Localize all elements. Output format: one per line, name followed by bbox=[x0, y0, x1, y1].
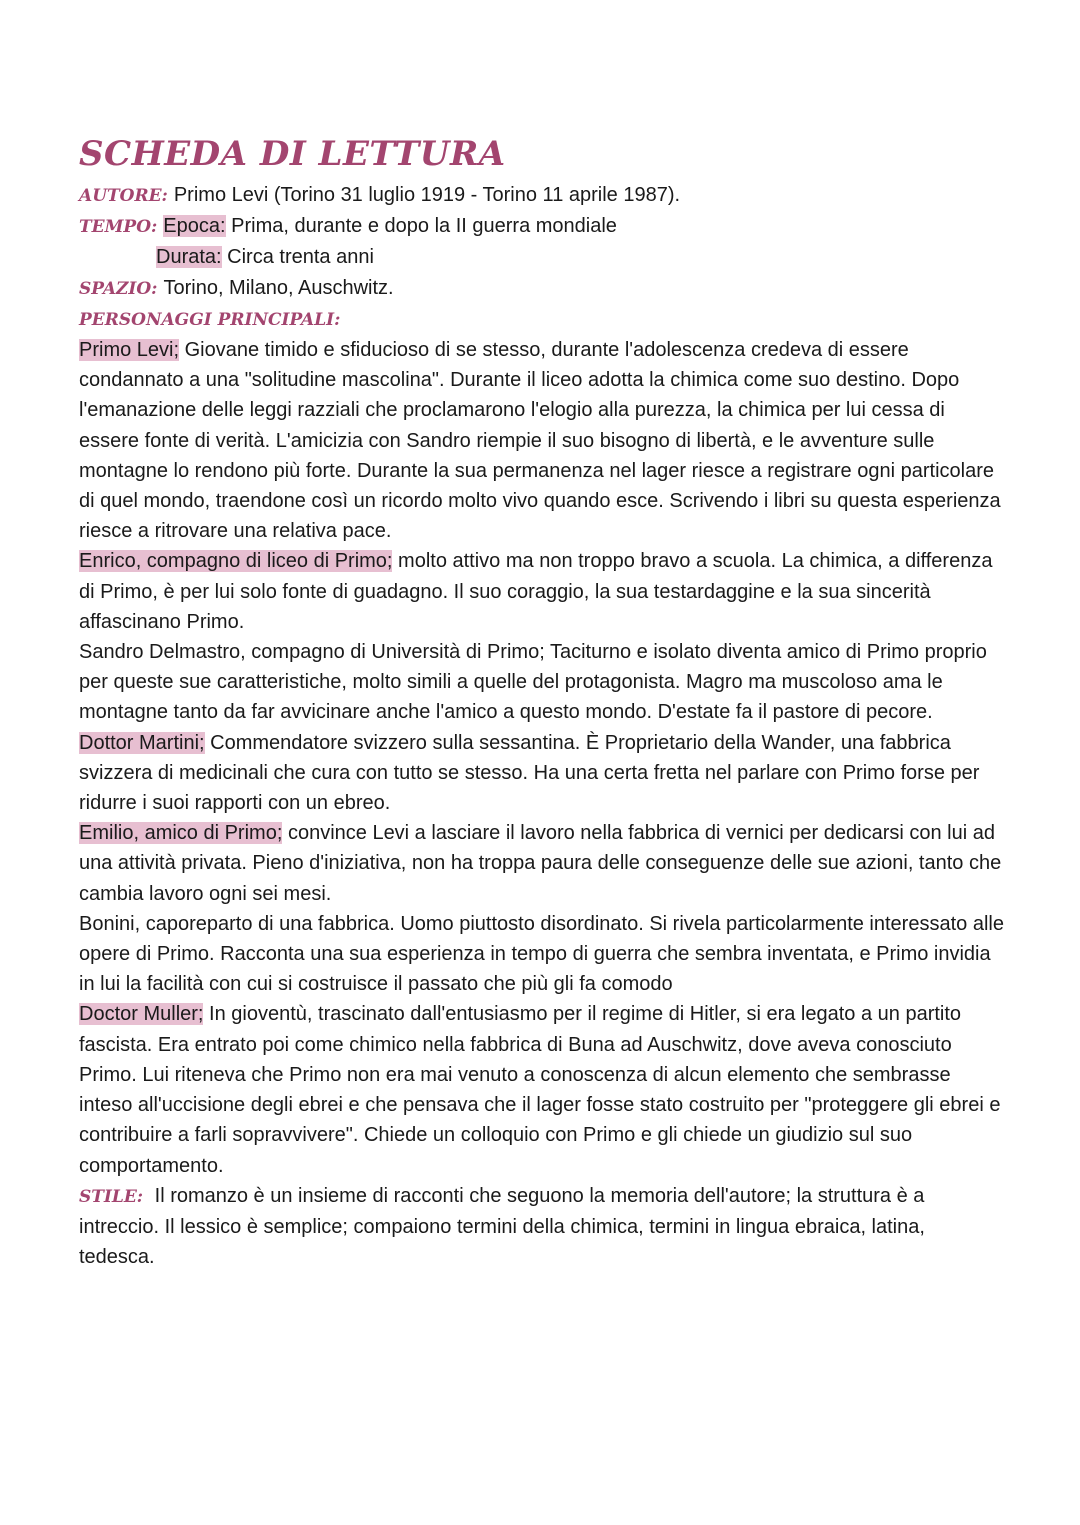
spazio-row bbox=[79, 273, 1000, 304]
character-name: Doctor Muller; bbox=[79, 1003, 204, 1026]
stile-paragraph bbox=[79, 1181, 1004, 1273]
spazio-text: Torino, Milano, Auschwitz. bbox=[163, 276, 394, 299]
character-description: Commendatore svizzero sulla sessantina. È Proprietario della Wander, una fabbrica svizzera di medicinali che cura con tutto se stesso. Ha una certa fretta nel parlare con Primo forse per ridurre i suoi rapporti con un ebreo. bbox=[79, 731, 980, 815]
character-description: In gioventù, trascinato dall'entusiasmo per il regime di Hitler, si era legato a un partito fascista. Era entrato poi come chimico nella fabbrica di Buna ad Auschwitz, dove aveva conosciuto Primo. Lui riteneva che Primo non era mai venuto a conoscenza di alcun elemento che sembrasse inteso all'uccisione degli ebrei e che pensava che il lager fosse stato costruito per "proteggere gli ebrei e contribuire a farli sopravvivere". Chiede un colloquio con Primo e gli chiede un giudizio sul suo comportamento. bbox=[79, 1003, 1001, 1177]
durata-row bbox=[79, 242, 1000, 272]
character-description: molto attivo ma non troppo bravo a scuola. La chimica, a differenza di Primo, è per lui solo fonte di guadagno. Il suo coraggio, la sua testardaggine e la sua sincerità affascinano Primo. bbox=[79, 550, 993, 633]
character-name: Emilio, amico di Primo; bbox=[79, 822, 283, 845]
tempo-row bbox=[79, 211, 1000, 242]
character-description: convince Levi a lasciare il lavoro nella fabbrica di vernici per dedicarsi con lui ad una attività privata. Pieno d'iniziativa, non ha troppa paura delle conseguenze delle sue azioni, tanto che cambia lavoro ogni sei mesi. bbox=[79, 822, 1002, 905]
epoca-label: Epoca: bbox=[163, 215, 226, 238]
stile-label: STILE: bbox=[79, 1186, 144, 1207]
durata-text: Circa trenta anni bbox=[227, 246, 374, 269]
stile-text: Il romanzo è un insieme di racconti che seguono la memoria dell'autore; la struttura è a intreccio. Il lessico è semplice; compaiono termini della chimica, termini in lingua ebraica, latina, tedesca. bbox=[79, 1184, 925, 1269]
character-primo-levi bbox=[79, 335, 1004, 546]
autore-label: AUTORE: bbox=[79, 186, 168, 206]
personaggi-label: PERSONAGGI PRINCIPALI: bbox=[79, 309, 341, 330]
character-emilio bbox=[79, 818, 1004, 909]
epoca-text: Prima, durante e dopo la II guerra mondiale bbox=[231, 215, 617, 238]
character-bonini bbox=[79, 909, 1004, 1000]
tempo-label: TEMPO: bbox=[79, 217, 158, 238]
personaggi-row bbox=[79, 304, 1000, 335]
autore-text: Primo Levi (Torino 31 luglio 1919 - Torino 11 aprile 1987). bbox=[173, 184, 681, 206]
character-sandro bbox=[79, 637, 1004, 728]
character-name: Dottor Martini; bbox=[79, 731, 205, 754]
character-description: Bonini, caporeparto di una fabbrica. Uomo piuttosto disordinato. Si rivela particolarmente interessato alle opere di Primo. Racconta una sua esperienza in tempo di guerra che sembra inventata, e Primo invidia in lui la facilità con cui si costruisce il passato che più gli fa comodo bbox=[79, 912, 1004, 996]
durata-label: Durata: bbox=[156, 246, 222, 269]
autore-row bbox=[79, 180, 1000, 211]
character-martini bbox=[79, 728, 1004, 819]
character-name: Enrico, compagno di liceo di Primo; bbox=[79, 550, 393, 573]
spazio-label: SPAZIO: bbox=[79, 278, 158, 299]
character-name: Primo Levi; bbox=[79, 339, 180, 362]
character-description: Sandro Delmastro, compagno di Università di Primo; Taciturno e isolato diventa amico di Primo proprio per queste sue caratteristiche, molto simili a quelle del protagonista. Magro ma muscoloso ama le montagne tanto da far avvicinare anche l'amico a questo mondo. D'estate fa il pastore di pecore. bbox=[79, 641, 987, 724]
character-description: Giovane timido e sfiducioso di se stesso, durante l'adolescenza credeva di essere condannato a una "solitudine mascolina". Durante il liceo adotta la chimica come suo destino. Dopo l'emanazione delle leggi razziali che proclamarono l'elogio alla purezza, la chimica per lui cessa di essere fonte di verità. L'amicizia con Sandro riempie il suo bisogno di libertà, e le avventure sulle montagne lo rendono più forte. Durante la sua permanenza nel lager riesce a registrare ogni particolare di quel mondo, traendone così un ricordo molto vivo quando esce. Scrivendo i libri su questa esperienza riesce a ritrovare una relativa pace. bbox=[79, 339, 1001, 543]
page-title: SCHEDA DI LETTURA bbox=[79, 134, 506, 174]
character-muller bbox=[79, 999, 1004, 1180]
character-enrico bbox=[79, 546, 1004, 637]
